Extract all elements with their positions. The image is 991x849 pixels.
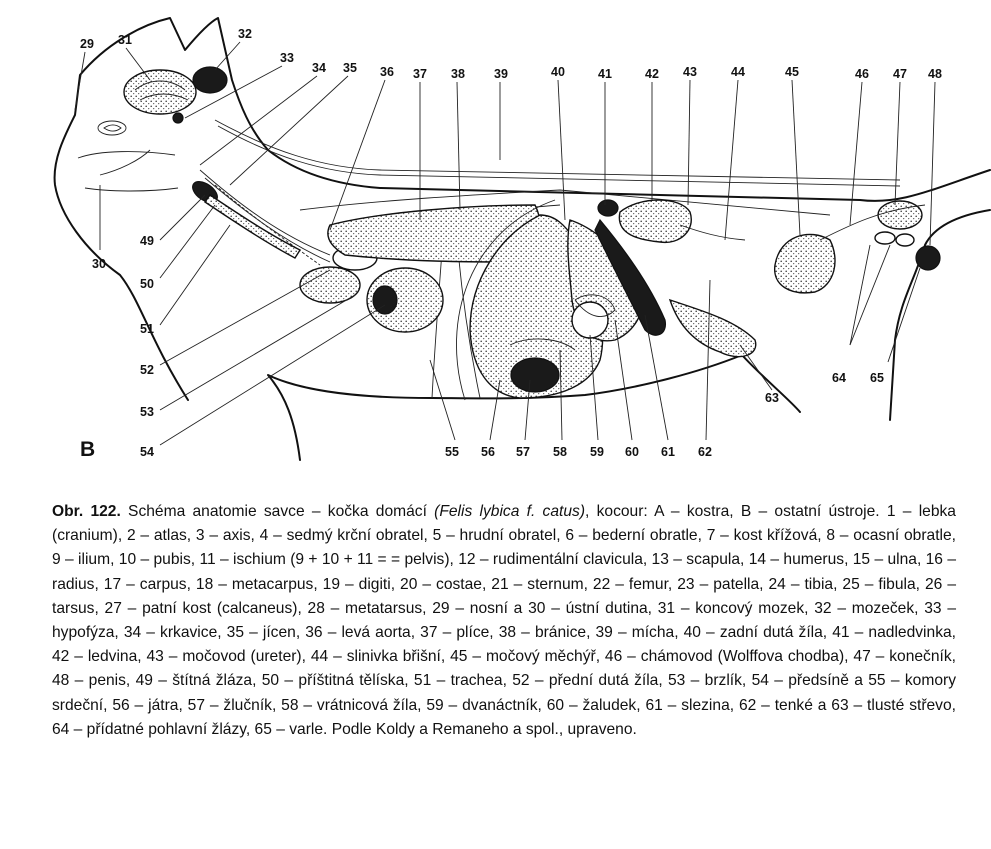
brain bbox=[124, 67, 227, 123]
callout-43: 43 bbox=[683, 65, 697, 79]
callout-35: 35 bbox=[343, 61, 357, 75]
callout-42: 42 bbox=[645, 67, 659, 81]
callout-50: 50 bbox=[140, 277, 154, 291]
callout-56: 56 bbox=[481, 445, 495, 459]
callout-36: 36 bbox=[380, 65, 394, 79]
callout-53: 53 bbox=[140, 405, 154, 419]
callout-62: 62 bbox=[698, 445, 712, 459]
pelvic-organs bbox=[775, 201, 940, 293]
callout-40: 40 bbox=[551, 65, 565, 79]
callout-54: 54 bbox=[140, 445, 154, 459]
callout-39: 39 bbox=[494, 67, 508, 81]
caption-body: , kocour: A – kostra, B – ostatní ústroje. 1 – lebka (cranium), 2 – atlas, 3 – axis, 4 – sedmý krční obratel, 5 – hrudní obratel, 6 – bederní obratle, 7 – kost křížová, 8 – ocasní obratle, 9 – ilium, 10 – pubis, 11 – ischium (9 + 10 + 11 = = pelvis), 12 – rudimentální clavicula, 13 – scapula, 14 – humerus, 15 – ulna, 16 – radius, 17 – carpus, 18 – metacarpus, 19 – digiti, 20 – costae, 21 – sternum, 22 – femur, 23 – patella, 24 – tibia, 25 – fibula, 26 – tarsus, 27 – patní kost (calcaneus), 28 – metatarsus, 29 – nosní a 30 – ústní dutina, 31 – koncový mozek, 32 – mozeček, 33 – hypofýza, 34 – krkavice, 35 – jícen, 36 – levá aorta, 37 – plíce, 38 – bránice, 39 – mícha, 40 – zadní dutá žíla, 41 – nadledvinka, 42 – ledvina, 43 – močovod (ureter), 44 – slinivka břišní, 45 – močový měchýř, 46 – chámovod (Wolffova chodba), 47 – konečník, 48 – penis, 49 – štítná žláza, 50 – příštitná tělíska, 51 – trachea, 52 – přední dutá žíla, 53 – brzlík, 54 – předsíně a 55 – komory srdeční, 56 – játra, 57 – žlučník, 58 – vrátnicová žíla, 59 – dvanáctník, 60 – žaludek, 61 – slezina, 62 – tenké a 63 – tlusté střevo, 64 – přídatné pohlavní žlázy, 65 – varle. Podle Koldy a Remaneho a spol., upraveno. bbox=[52, 503, 956, 738]
callout-60: 60 bbox=[625, 445, 639, 459]
callout-33: 33 bbox=[280, 51, 294, 65]
callout-29: 29 bbox=[80, 37, 94, 51]
callout-57: 57 bbox=[516, 445, 530, 459]
callout-61: 61 bbox=[661, 445, 675, 459]
callout-47: 47 bbox=[893, 67, 907, 81]
callout-31: 31 bbox=[118, 33, 132, 47]
callout-30: 30 bbox=[92, 257, 106, 271]
callout-48: 48 bbox=[928, 67, 942, 81]
callout-65: 65 bbox=[870, 371, 884, 385]
caption-title: Schéma anatomie savce – kočka domácí bbox=[120, 503, 435, 520]
callout-34: 34 bbox=[312, 61, 326, 75]
callout-63: 63 bbox=[765, 391, 779, 405]
callout-49: 49 bbox=[140, 234, 154, 248]
callout-64: 64 bbox=[832, 371, 846, 385]
caption-species-suffix: f. catus) bbox=[519, 503, 586, 520]
callout-32: 32 bbox=[238, 27, 252, 41]
panel-label: B bbox=[80, 438, 96, 461]
callout-46: 46 bbox=[855, 67, 869, 81]
callout-45: 45 bbox=[785, 65, 799, 79]
caption-label: Obr. 122. bbox=[52, 503, 121, 520]
callout-58: 58 bbox=[553, 445, 567, 459]
kidney bbox=[598, 200, 745, 242]
callout-37: 37 bbox=[413, 67, 427, 81]
caption-species: (Felis lybica bbox=[434, 503, 520, 520]
callout-59: 59 bbox=[590, 445, 604, 459]
callout-38: 38 bbox=[451, 67, 465, 81]
figure-caption bbox=[52, 500, 956, 742]
callout-52: 52 bbox=[140, 363, 154, 377]
callout-41: 41 bbox=[598, 67, 612, 81]
callout-51: 51 bbox=[140, 322, 154, 336]
callout-55: 55 bbox=[445, 445, 459, 459]
callout-44: 44 bbox=[731, 65, 745, 79]
